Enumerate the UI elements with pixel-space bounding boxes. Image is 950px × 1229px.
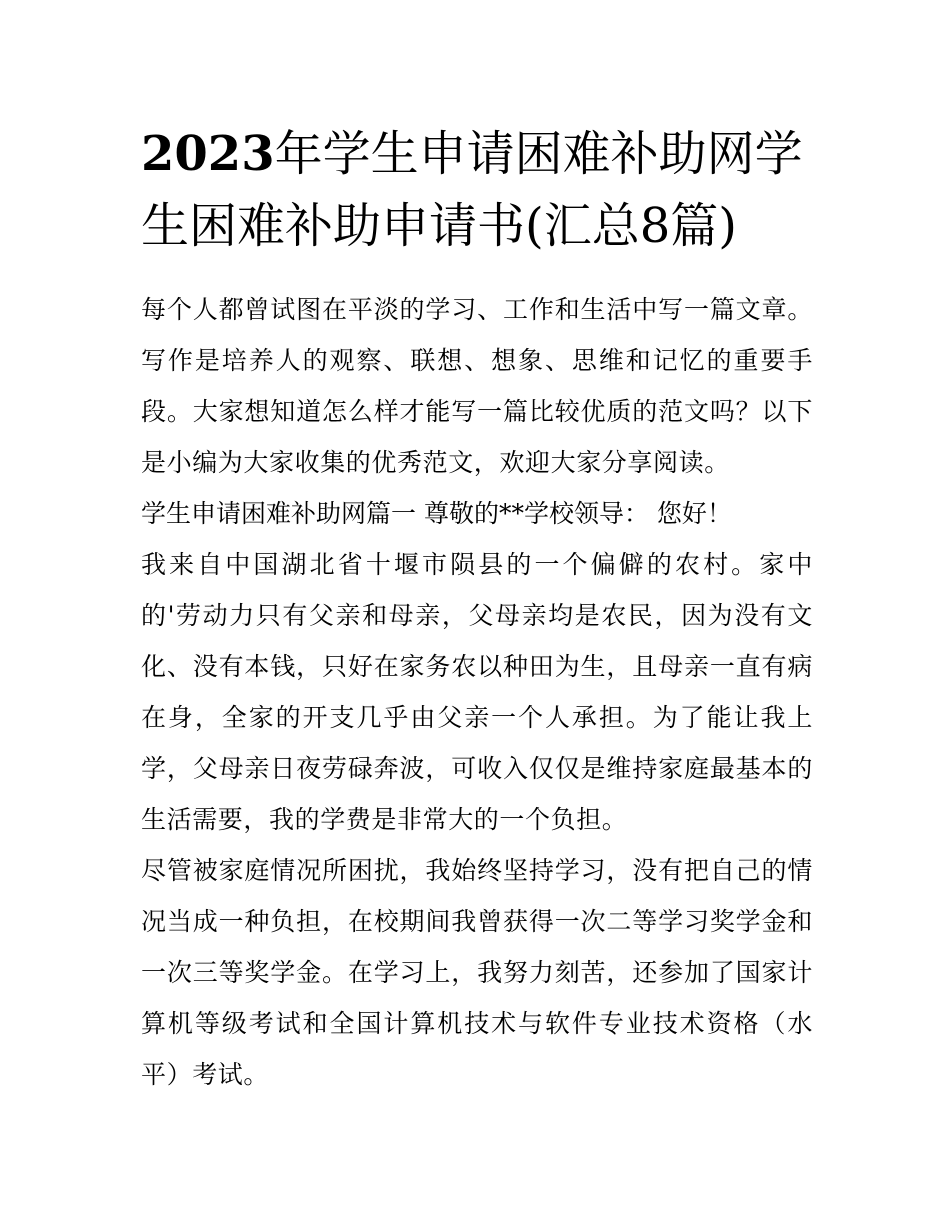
document-page — [141, 118, 813, 1100]
document-body — [141, 284, 813, 1100]
document-title — [141, 118, 813, 262]
title-year: 2023 — [141, 126, 275, 182]
section-heading-paragraph: 学生申请困难补助网篇一 尊敬的**学校领导： 您好！ — [141, 499, 732, 528]
family-background-paragraph: 我来自中国湖北省十堰市陨县的一个偏僻的农村。家中的'劳动力只有父亲和母亲，父母亲均是农民，因为没有文化、没有本钱，只好在家务农以种田为生，且母亲一直有病在身，全家的开支几乎由父亲一个人承担。为了能让我上学，父母亲日夜劳碌奔波，可收入仅仅是维持家庭最基本的生活需要，我的学费是非常大的一个负担。 — [141, 550, 813, 834]
title-text: 年学生申请困难补助网学生困难补助申请书(汇总8篇) — [141, 126, 803, 254]
intro-paragraph: 每个人都曾试图在平淡的学习、工作和生活中写一篇文章。写作是培养人的观察、联想、想象、思维和记忆的重要手段。大家想知道怎么样才能写一篇比较优质的范文吗？以下是小编为大家收集的优秀范文，欢迎大家分享阅读。 — [141, 295, 813, 477]
study-achievement-paragraph: 尽管被家庭情况所困扰，我始终坚持学习，没有把自己的情况当成一种负担，在校期间我曾获得一次二等学习奖学金和一次三等奖学金。在学习上，我努力刻苦，还参加了国家计算机等级考试和全国计算机技术与软件专业技术资格（水平）考试。 — [141, 856, 813, 1089]
